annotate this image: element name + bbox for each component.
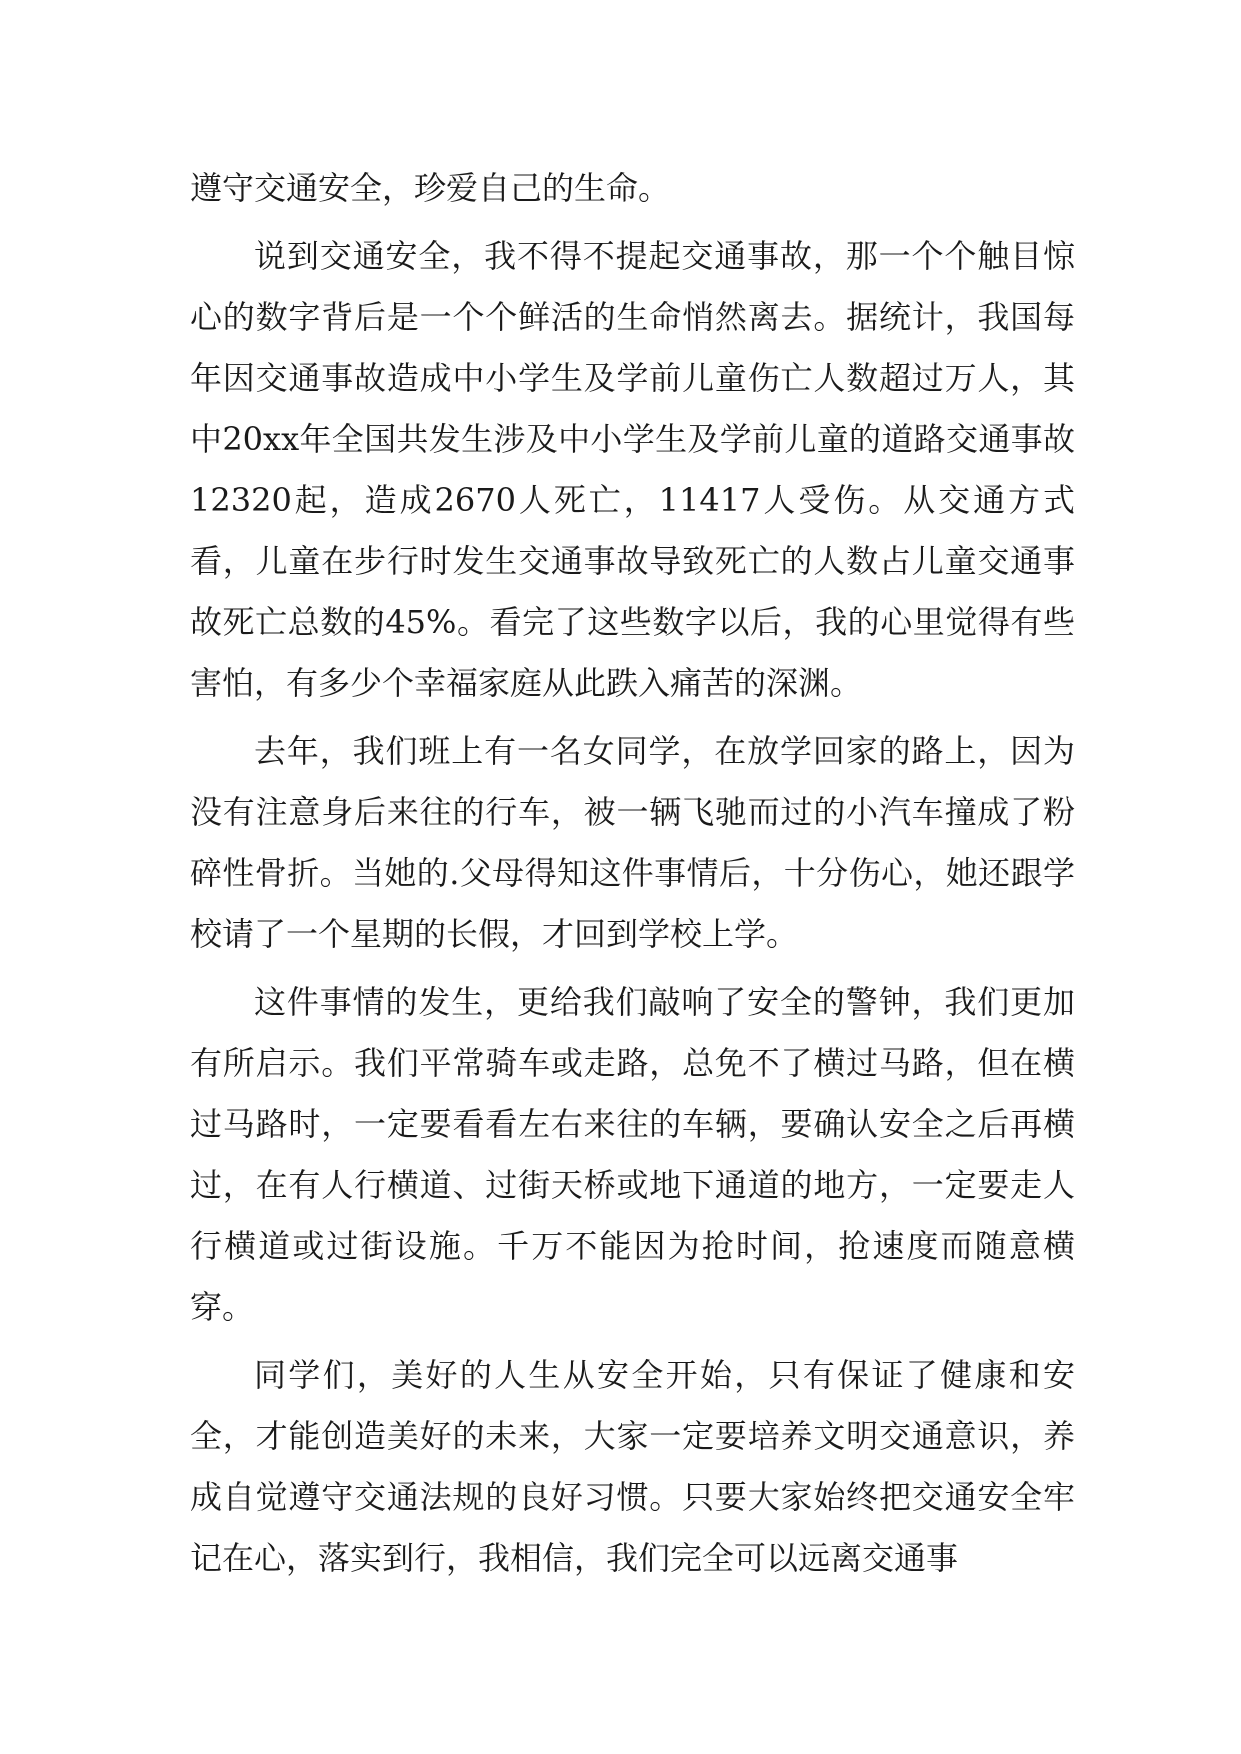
paragraph-3: 去年，我们班上有一名女同学，在放学回家的路上，因为没有注意身后来往的行车，被一辆飞驰而过的小汽车撞成了粉碎性骨折。当她的.父母得知这件事情后，十分伤心，她还跟学校请了一个星期的长假，才回到学校上学。 [190,732,1075,953]
paragraph-5: 同学们，美好的人生从安全开始，只有保证了健康和安全，才能创造美好的未来，大家一定要培养文明交通意识，养成自觉遵守交通法规的良好习惯。只要大家始终把交通安全牢记在心，落实到行，我相信，我们完全可以远离交通事 [190,1356,1075,1577]
body-text [190,158,1075,1589]
paragraph-2: 说到交通安全，我不得不提起交通事故，那一个个触目惊心的数字背后是一个个鲜活的生命悄然离去。据统计，我国每年因交通事故造成中小学生及学前儿童伤亡人数超过万人，其中20xx年全国共发生涉及中小学生及学前儿童的道路交通事故12320起，造成2670人死亡，11417人受伤。从交通方式看，儿童在步行时发生交通事故导致死亡的人数占儿童交通事故死亡总数的45%。看完了这些数字以后，我的心里觉得有些害怕，有多少个幸福家庭从此跌入痛苦的深渊。 [190,237,1075,702]
paragraph-4: 这件事情的发生，更给我们敲响了安全的警钟，我们更加有所启示。我们平常骑车或走路，总免不了横过马路，但在横过马路时，一定要看看左右来往的车辆，要确认安全之后再横过，在有人行横道、过街天桥或地下通道的地方，一定要走人行横道或过街设施。千万不能因为抢时间，抢速度而随意横穿。 [190,983,1075,1326]
paragraph-1: 遵守交通安全，珍爱自己的生命。 [190,169,671,207]
